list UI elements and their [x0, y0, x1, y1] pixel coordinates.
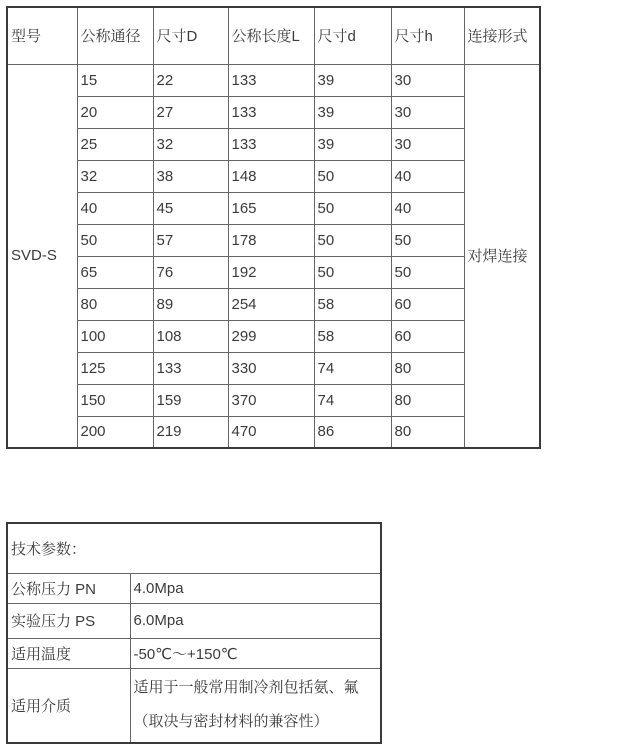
col-header-size-d: 尺寸d: [314, 7, 391, 64]
dimension-row: [7, 416, 540, 448]
dimension-cell: 40: [77, 192, 153, 224]
dimension-cell: 65: [77, 256, 153, 288]
dimension-cell: 39: [314, 128, 391, 160]
dimension-cell: 133: [153, 352, 228, 384]
dimension-row: [7, 256, 540, 288]
dimension-cell: 32: [153, 128, 228, 160]
dimension-cell: 30: [391, 96, 464, 128]
dimension-row: [7, 192, 540, 224]
tech-label: 公称压力 PN: [7, 573, 130, 603]
dimension-cell: 40: [391, 160, 464, 192]
dimension-cell: 25: [77, 128, 153, 160]
col-header-size-D: 尺寸D: [153, 7, 228, 64]
dimension-cell: 100: [77, 320, 153, 352]
dimension-row: [7, 64, 540, 96]
dimension-cell: 15: [77, 64, 153, 96]
dimension-cell: 50: [391, 224, 464, 256]
dimension-cell: 32: [77, 160, 153, 192]
tech-row-nominal-pressure: [7, 573, 381, 603]
col-header-size-h: 尺寸h: [391, 7, 464, 64]
dimension-cell: 74: [314, 352, 391, 384]
col-header-nominal-length-L: 公称长度L: [228, 7, 314, 64]
dimension-cell: 60: [391, 288, 464, 320]
dimension-cell: 178: [228, 224, 314, 256]
dimension-table: [6, 6, 541, 449]
dimension-cell: 150: [77, 384, 153, 416]
dimension-header-row: [7, 7, 540, 64]
dimension-cell: 200: [77, 416, 153, 448]
dimension-cell: 39: [314, 96, 391, 128]
dimension-cell: 76: [153, 256, 228, 288]
dimension-cell: 80: [77, 288, 153, 320]
dimension-cell: 38: [153, 160, 228, 192]
tech-label: 实验压力 PS: [7, 603, 130, 638]
col-header-model: 型号: [7, 7, 77, 64]
tech-table-title: 技术参数：: [7, 523, 381, 573]
dimension-cell: 159: [153, 384, 228, 416]
dimension-cell: 27: [153, 96, 228, 128]
tech-row-test-pressure: [7, 603, 381, 638]
dimension-cell: 165: [228, 192, 314, 224]
dimension-row: [7, 320, 540, 352]
dimension-cell: 133: [228, 128, 314, 160]
tech-value: 适用于一般常用制冷剂包括氨、氟（取决与密封材料的兼容性）: [130, 668, 381, 743]
tech-row-temperature: [7, 638, 381, 668]
dimension-cell: 57: [153, 224, 228, 256]
dimension-cell: 86: [314, 416, 391, 448]
dimension-cell: 58: [314, 320, 391, 352]
dimension-cell: 133: [228, 96, 314, 128]
dimension-cell: 219: [153, 416, 228, 448]
connection-cell: 对焊连接: [464, 64, 540, 448]
dimension-cell: 50: [391, 256, 464, 288]
dimension-cell: 60: [391, 320, 464, 352]
dimension-cell: 39: [314, 64, 391, 96]
dimension-cell: 22: [153, 64, 228, 96]
dimension-row: [7, 96, 540, 128]
dimension-cell: 192: [228, 256, 314, 288]
model-cell: SVD-S: [7, 64, 77, 448]
dimension-cell: 58: [314, 288, 391, 320]
tech-value: 4.0Mpa: [130, 573, 381, 603]
dimension-table-body: [7, 64, 540, 448]
dimension-cell: 50: [314, 192, 391, 224]
tech-label: 适用温度: [7, 638, 130, 668]
dimension-row: [7, 384, 540, 416]
dimension-cell: 80: [391, 416, 464, 448]
dimension-cell: 50: [314, 256, 391, 288]
dimension-row: [7, 224, 540, 256]
dimension-cell: 89: [153, 288, 228, 320]
dimension-cell: 133: [228, 64, 314, 96]
dimension-cell: 370: [228, 384, 314, 416]
dimension-cell: 40: [391, 192, 464, 224]
col-header-connection-type: 连接形式: [464, 7, 540, 64]
dimension-cell: 50: [314, 160, 391, 192]
tech-label: 适用介质: [7, 668, 130, 743]
dimension-row: [7, 128, 540, 160]
dimension-cell: 80: [391, 352, 464, 384]
dimension-row: [7, 160, 540, 192]
tech-table: [6, 522, 382, 744]
tech-value: 6.0Mpa: [130, 603, 381, 638]
tech-row-medium: [7, 668, 381, 743]
dimension-cell: 20: [77, 96, 153, 128]
dimension-cell: 470: [228, 416, 314, 448]
dimension-cell: 299: [228, 320, 314, 352]
tech-title-row: [7, 523, 381, 573]
dimension-cell: 108: [153, 320, 228, 352]
dimension-cell: 30: [391, 128, 464, 160]
col-header-nominal-diameter: 公称通径: [77, 7, 153, 64]
dimension-cell: 148: [228, 160, 314, 192]
dimension-cell: 254: [228, 288, 314, 320]
dimension-cell: 125: [77, 352, 153, 384]
dimension-cell: 74: [314, 384, 391, 416]
dimension-cell: 30: [391, 64, 464, 96]
dimension-cell: 80: [391, 384, 464, 416]
dimension-cell: 50: [314, 224, 391, 256]
dimension-cell: 45: [153, 192, 228, 224]
tech-value: -50℃～+150℃: [130, 638, 381, 668]
dimension-cell: 50: [77, 224, 153, 256]
dimension-row: [7, 352, 540, 384]
dimension-cell: 330: [228, 352, 314, 384]
dimension-row: [7, 288, 540, 320]
